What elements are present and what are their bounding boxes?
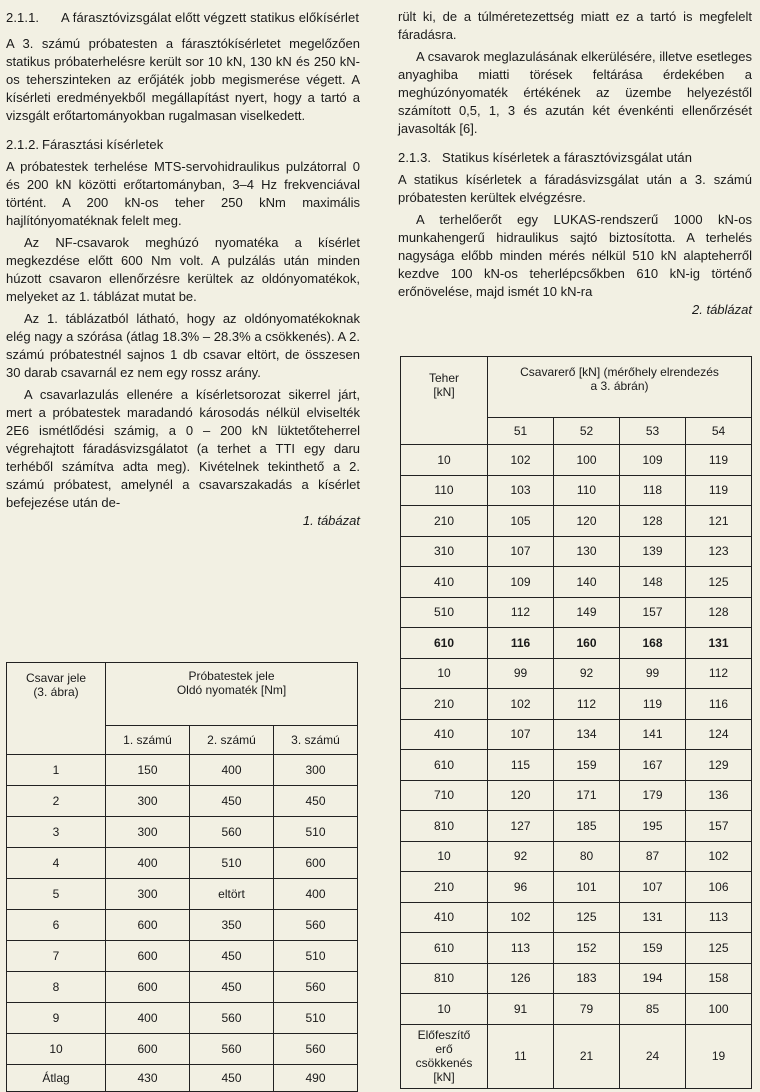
table-cell: 157 (686, 811, 752, 842)
table-cell: 600 (106, 910, 190, 941)
table-cell: 123 (686, 536, 752, 567)
table-cell: 11 (488, 1024, 554, 1088)
table-row (401, 628, 752, 659)
sub-header: 53 (620, 418, 686, 445)
table-cell: 400 (106, 1003, 190, 1034)
table-row (7, 755, 358, 786)
table-cell: 149 (554, 597, 620, 628)
table-cell: 560 (274, 1034, 358, 1065)
table-cell: 102 (488, 445, 554, 476)
table-cell: 107 (488, 719, 554, 750)
table-cell: 510 (190, 848, 274, 879)
table-cell: 490 (274, 1065, 358, 1092)
table-cell: 126 (488, 963, 554, 994)
table-cell: 600 (106, 1034, 190, 1065)
table-cell: Előfeszítő erő csökkenés [kN] (401, 1024, 488, 1088)
sub-header: 54 (686, 418, 752, 445)
table-cell: 600 (106, 941, 190, 972)
table-cell: 119 (686, 445, 752, 476)
table-cell: 510 (274, 941, 358, 972)
table-cell: 710 (401, 780, 488, 811)
table-cell: 112 (686, 658, 752, 689)
table-cell: 105 (488, 506, 554, 537)
table-cell: 109 (488, 567, 554, 598)
table-cell: 430 (106, 1065, 190, 1092)
table-cell: 450 (190, 972, 274, 1003)
table-cell: 116 (686, 689, 752, 720)
table-cell: 119 (620, 689, 686, 720)
table-cell: 8 (7, 972, 106, 1003)
table-row (401, 963, 752, 994)
table-cell: 610 (401, 750, 488, 781)
table-cell: 3 (7, 817, 106, 848)
table-cell: 152 (554, 933, 620, 964)
table-cell: 102 (686, 841, 752, 872)
table-row (7, 848, 358, 879)
table-cell: 148 (620, 567, 686, 598)
table-row (401, 506, 752, 537)
table-cell: 100 (554, 445, 620, 476)
left-column (6, 0, 360, 1085)
table-cell: 106 (686, 872, 752, 903)
table-cell: 100 (686, 994, 752, 1025)
table-cell: 21 (554, 1024, 620, 1088)
table-row (401, 902, 752, 933)
table-cell: 130 (554, 536, 620, 567)
column-header: Csavar jele (3. ábra) (7, 663, 106, 755)
table-cell: 85 (620, 994, 686, 1025)
table-cell: 159 (620, 933, 686, 964)
table-cell: 10 (7, 1034, 106, 1065)
table-row (7, 1003, 358, 1034)
table-row (401, 872, 752, 903)
section-title: A fárasztóvizsgálat előtt végzett statikus előkísérlet (61, 10, 360, 25)
paragraph: A csavarlazulás ellenére a kísérletsorozat sikerrel járt, mert a próbatestek maradandó károsodás nélkül elviselték 2E6 ismétlődési számig, a 0 – 200 kN lüktetőteherrel végrehajtott fáradásvizsgálatot (a terhet a TTI egy daru terhéből számítva adta meg). Kivételnek tekinthető a 2. számú próbatest, amelynél a csavarszakadás a kísérlet befejezése után de- (6, 387, 360, 510)
table-row (7, 786, 358, 817)
table-row (7, 879, 358, 910)
table-cell: 179 (620, 780, 686, 811)
section-number: 2.1.1. (6, 10, 40, 25)
table-2 (400, 356, 752, 1089)
table-cell: 96 (488, 872, 554, 903)
table-row (401, 597, 752, 628)
table-cell: 5 (7, 879, 106, 910)
table-cell: 110 (401, 475, 488, 506)
sub-header: 3. számú (274, 726, 358, 755)
table-cell: 113 (686, 902, 752, 933)
table-cell: 120 (488, 780, 554, 811)
table-cell: 110 (554, 475, 620, 506)
table-cell: 510 (274, 817, 358, 848)
table-cell: 510 (274, 1003, 358, 1034)
table-cell: eltört (190, 879, 274, 910)
table-cell: 150 (106, 755, 190, 786)
table-cell: Átlag (7, 1065, 106, 1092)
paragraph: A próbatestek terhelése MTS-servohidraulikus pulzátorral 0 és 200 kN közötti erőtartományban, 3–4 Hz frekvenciával történt. A 200 kN-os teher 250 kNm maximális hajlítónyomatéknak felelt meg. (6, 159, 360, 228)
table-cell: 168 (620, 628, 686, 659)
table-cell: 159 (554, 750, 620, 781)
table-cell: 140 (554, 567, 620, 598)
table-cell: 91 (488, 994, 554, 1025)
table-cell: 600 (274, 848, 358, 879)
table-cell: 121 (686, 506, 752, 537)
table-cell: 80 (554, 841, 620, 872)
table-row (401, 750, 752, 781)
table-cell: 116 (488, 628, 554, 659)
table-cell: 131 (620, 902, 686, 933)
table-cell: 160 (554, 628, 620, 659)
sub-header: 52 (554, 418, 620, 445)
table-cell: 300 (106, 817, 190, 848)
table-cell: 600 (106, 972, 190, 1003)
table-cell: 113 (488, 933, 554, 964)
section-2-1-2-heading (6, 137, 360, 152)
table-cell: 87 (620, 841, 686, 872)
table-cell: 194 (620, 963, 686, 994)
table-cell: 195 (620, 811, 686, 842)
table-cell: 410 (401, 902, 488, 933)
table-row (401, 994, 752, 1025)
sub-header: 2. számú (190, 726, 274, 755)
table-cell: 7 (7, 941, 106, 972)
paragraph: A terhelőerőt egy LUKAS-rendszerű 1000 kN-os munkahengerű hidraulikus sajtó biztosította. A terhelés nagysága előbb minden mérés nélkül 510 kN alapteherről kezdve 100 kN-os teherlépcsőkben 610 kN-ig történő erőnövelése, majd ismét 10 kN-ra (398, 212, 752, 299)
table-cell: 310 (401, 536, 488, 567)
table-cell: 171 (554, 780, 620, 811)
table-cell: 141 (620, 719, 686, 750)
table-cell: 102 (488, 902, 554, 933)
table-cell: 107 (620, 872, 686, 903)
table-cell: 6 (7, 910, 106, 941)
table-cell: 128 (620, 506, 686, 537)
table-cell: 79 (554, 994, 620, 1025)
table-cell: 139 (620, 536, 686, 567)
table-cell: 810 (401, 963, 488, 994)
table-cell: 210 (401, 689, 488, 720)
table-1 (6, 662, 358, 1092)
table-reference: 1. tábázat (302, 513, 360, 528)
table-cell: 4 (7, 848, 106, 879)
table-cell: 101 (554, 872, 620, 903)
table-cell: 10 (401, 841, 488, 872)
table-cell: 99 (620, 658, 686, 689)
table-cell: 410 (401, 719, 488, 750)
table-cell: 300 (274, 755, 358, 786)
table-cell: 125 (554, 902, 620, 933)
table-cell: 24 (620, 1024, 686, 1088)
table-cell: 450 (190, 1065, 274, 1092)
table-cell: 210 (401, 506, 488, 537)
table-row (401, 811, 752, 842)
table-row (7, 1034, 358, 1065)
table-cell: 560 (274, 910, 358, 941)
paragraph: rült ki, de a túlméretezettség miatt ez a tartó is megfelelt fáradásra. (398, 9, 752, 42)
table-cell: 92 (554, 658, 620, 689)
table-row (401, 536, 752, 567)
table-cell: 610 (401, 933, 488, 964)
section-number: 2.1.3. (398, 150, 432, 165)
paragraph: A statikus kísérletek a fáradásvizsgálat után a 3. számú próbatesten kerültek elvégzésre. (398, 172, 752, 205)
table-cell: 450 (190, 941, 274, 972)
table-cell: 102 (488, 689, 554, 720)
table-cell: 124 (686, 719, 752, 750)
table-cell: 127 (488, 811, 554, 842)
table-cell: 125 (686, 933, 752, 964)
table-cell: 10 (401, 994, 488, 1025)
table-row (401, 445, 752, 476)
table-cell: 112 (554, 689, 620, 720)
table-cell: 167 (620, 750, 686, 781)
right-column (398, 0, 752, 1084)
table-reference: 2. táblázat (692, 302, 752, 317)
table-cell: 109 (620, 445, 686, 476)
table-row (401, 658, 752, 689)
sub-header: 1. számú (106, 726, 190, 755)
table-cell: 112 (488, 597, 554, 628)
sub-header: 51 (488, 418, 554, 445)
table-cell: 510 (401, 597, 488, 628)
table-cell: 300 (106, 879, 190, 910)
group-header-line: Próbatestek jele (188, 669, 275, 683)
section-2-1-1-heading (6, 10, 360, 25)
table-row (401, 567, 752, 598)
table-cell: 115 (488, 750, 554, 781)
table-cell: 125 (686, 567, 752, 598)
group-header (106, 663, 358, 726)
section-title: Statikus kísérletek a fárasztóvizsgálat után (442, 150, 693, 165)
table-cell: 183 (554, 963, 620, 994)
table-cell: 99 (488, 658, 554, 689)
section-title: Fárasztási kísérletek (42, 137, 164, 152)
table-cell: 210 (401, 872, 488, 903)
table-row (7, 972, 358, 1003)
table-cell: 10 (401, 658, 488, 689)
table-cell: 10 (401, 445, 488, 476)
group-header: Csavarerő [kN] (mérőhely elrendezés a 3. ábrán) (488, 357, 752, 418)
table-cell: 103 (488, 475, 554, 506)
table-cell: 450 (190, 786, 274, 817)
table-row (401, 475, 752, 506)
section-number: 2.1.2. (6, 137, 40, 152)
column-header: Teher [kN] (401, 357, 488, 445)
table-cell: 157 (620, 597, 686, 628)
table-row (401, 719, 752, 750)
section-2-1-3-heading (398, 150, 752, 165)
table-cell: 560 (274, 972, 358, 1003)
table-cell: 560 (190, 1034, 274, 1065)
table-cell: 131 (686, 628, 752, 659)
paragraph: A csavarok meglazulásának elkerülésére, illetve esetleges anyaghiba miatti törések feltárása érdekében a meghúzónyomaték értékének az üzembe helyezéstől számított 0,5, 1, 3 és azután két évenkénti ellenőrzését javasolták [6]. (398, 49, 752, 136)
table-cell: 129 (686, 750, 752, 781)
paragraph: Az 1. táblázatból látható, hogy az oldónyomatékoknak elég nagy a szórása (átlag 18.3% – 28.3% a csökkenés). A 2. számú próbatestnél sajnos 1 db csavar eltört, de összesen 30 darab csavarnál ez nem egy rossz arány. (6, 311, 360, 380)
table-cell: 450 (274, 786, 358, 817)
table-cell: 400 (274, 879, 358, 910)
table-cell: 128 (686, 597, 752, 628)
table-cell: 300 (106, 786, 190, 817)
table-cell: 136 (686, 780, 752, 811)
table-row (7, 817, 358, 848)
table-cell: 134 (554, 719, 620, 750)
table-row (401, 841, 752, 872)
table-cell: 118 (620, 475, 686, 506)
table-cell: 119 (686, 475, 752, 506)
table-cell: 810 (401, 811, 488, 842)
table-cell: 1 (7, 755, 106, 786)
table-row (7, 941, 358, 972)
table-cell: 107 (488, 536, 554, 567)
table-cell: 560 (190, 1003, 274, 1034)
table-cell: 9 (7, 1003, 106, 1034)
table-cell: 400 (190, 755, 274, 786)
table-cell: 92 (488, 841, 554, 872)
table-row (7, 910, 358, 941)
table-cell: 120 (554, 506, 620, 537)
table-cell: 560 (190, 817, 274, 848)
table-row (401, 933, 752, 964)
table-cell: 158 (686, 963, 752, 994)
table-cell: 400 (106, 848, 190, 879)
group-header-line: Oldó nyomaték [Nm] (176, 683, 287, 697)
table-cell: 350 (190, 910, 274, 941)
paragraph: A 3. számú próbatesten a fárasztókísérletet megelőzően statikus próbaterhelésre került sor 10 kN, 130 kN és 250 kN-os teherszinteken az erőjáték jobb megismerése végett. A kísérleti eredményekből megállapítást nyert, hogy a tartó a vizsgált erőtartományokban rugalmasan viselkedett. (6, 36, 360, 123)
table-row (401, 689, 752, 720)
table-row (401, 780, 752, 811)
table-cell: 2 (7, 786, 106, 817)
table-cell: 610 (401, 628, 488, 659)
paragraph: Az NF-csavarok meghúzó nyomatéka a kísérlet megkezdése előtt 600 Nm volt. A pulzálás után minden húzott csavaron ellenőrzésre kerültek az oldónyomatékok, melyeket az 1. táblázat mutat be. (6, 235, 360, 304)
table-cell: 185 (554, 811, 620, 842)
table-cell: 19 (686, 1024, 752, 1088)
table-cell: 410 (401, 567, 488, 598)
